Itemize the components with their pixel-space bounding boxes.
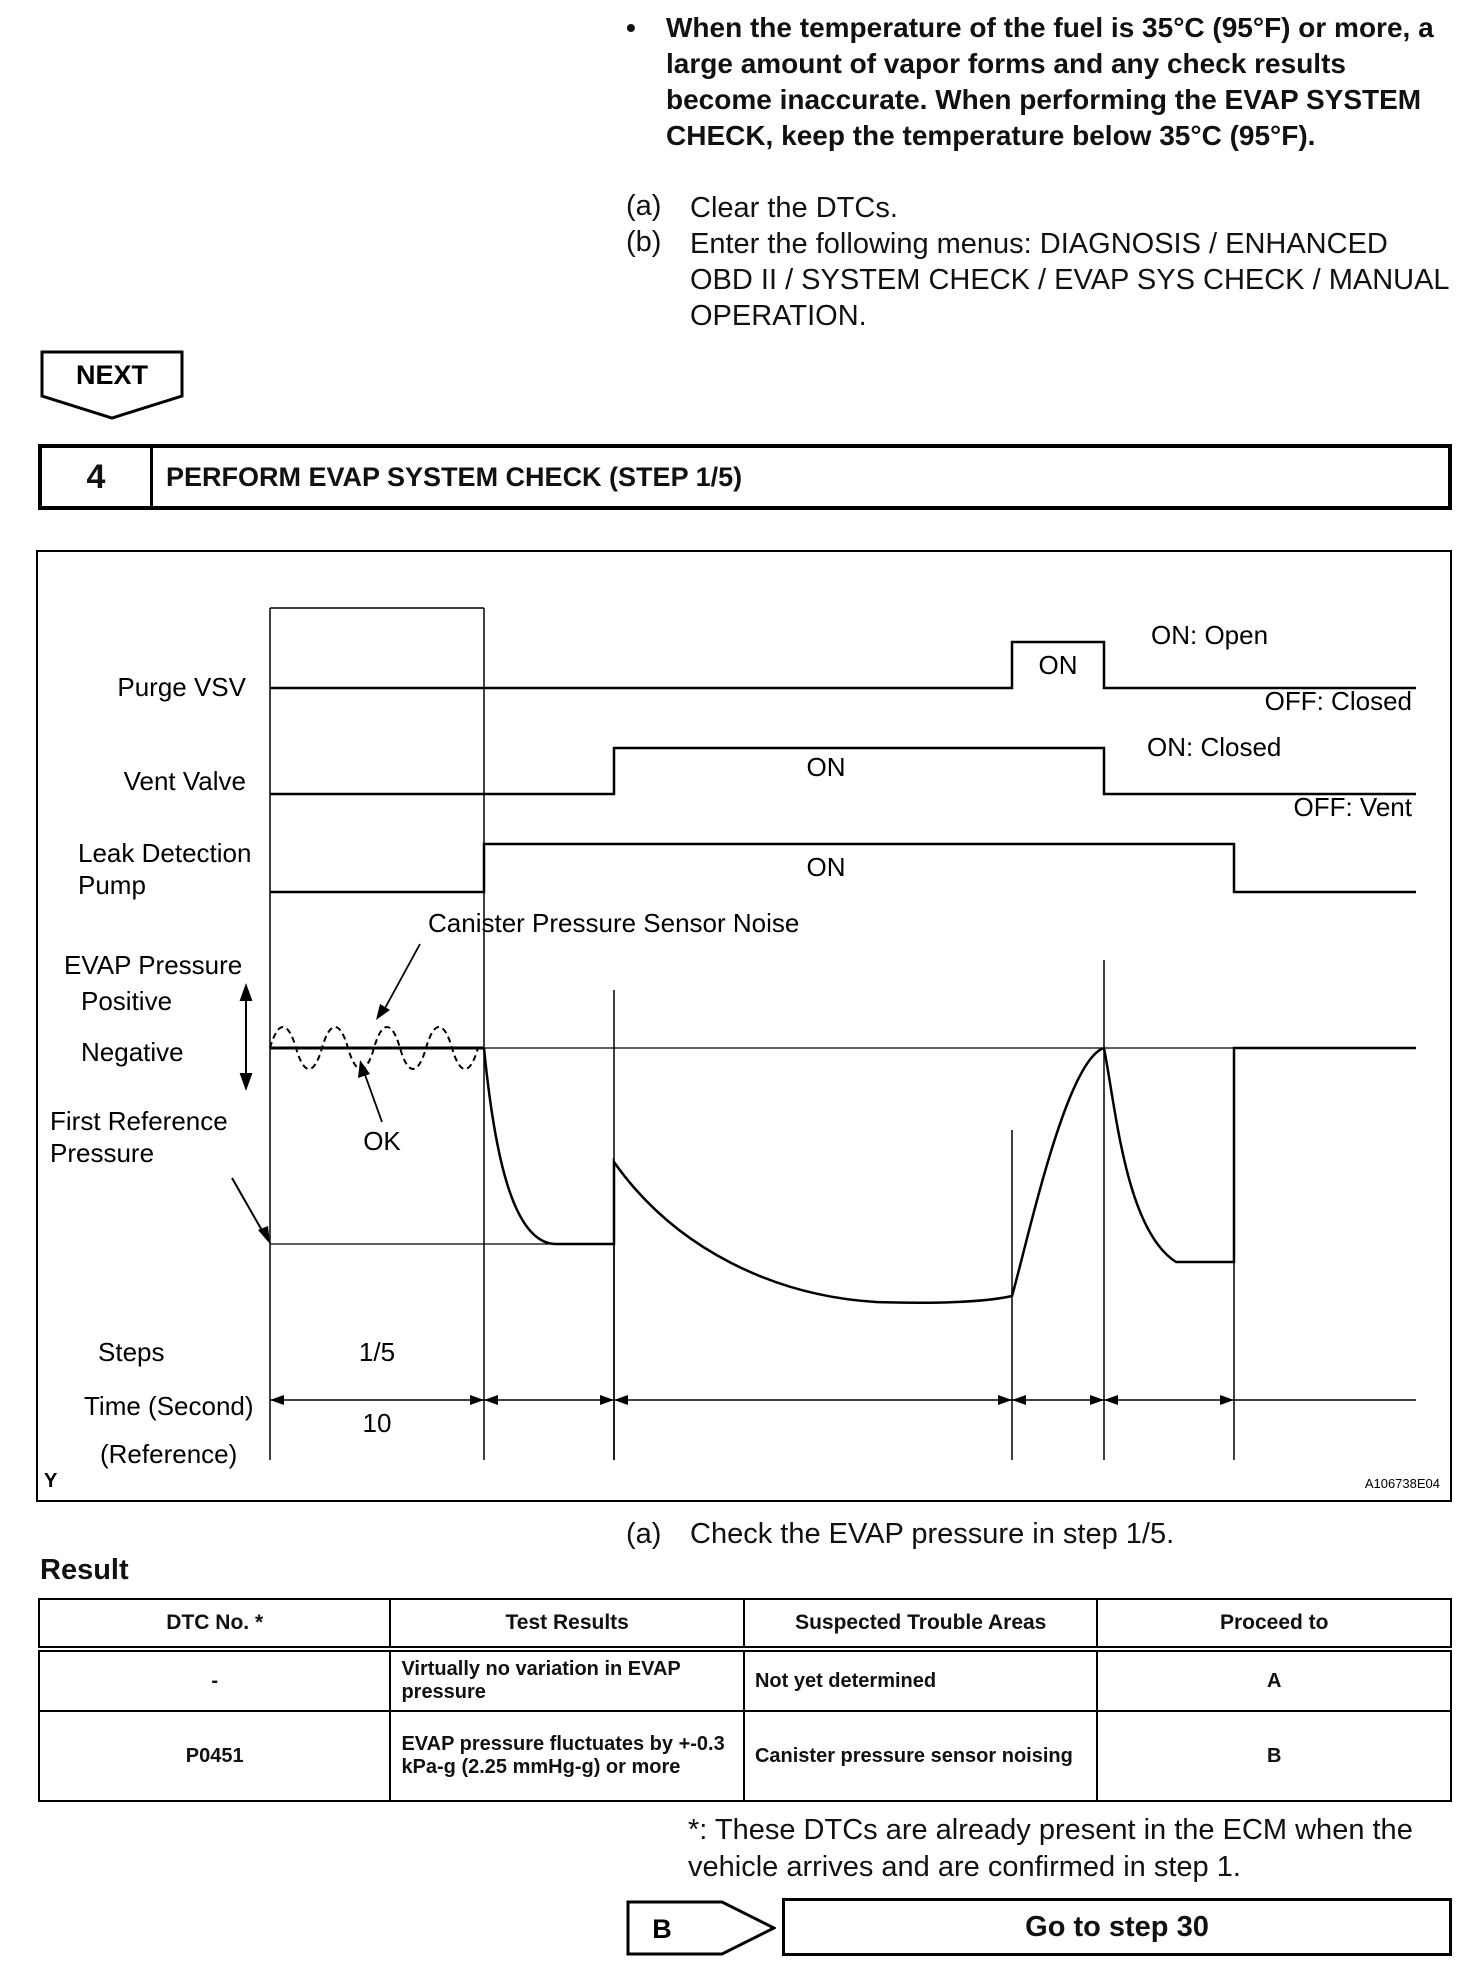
vent-off-desc: OFF: Vent (1293, 792, 1412, 822)
ok-label: OK (363, 1126, 401, 1156)
item-a-text: Clear the DTCs. (690, 192, 898, 224)
vent-on-label: ON (806, 752, 846, 782)
timing-diagram (36, 550, 1452, 1502)
cell-proceed: B (1097, 1711, 1451, 1801)
label-first-ref-1: First Reference (50, 1106, 228, 1136)
cell-area: Not yet determined (744, 1649, 1098, 1711)
step-header (38, 444, 1452, 510)
label-first-ref-2: Pressure (50, 1138, 155, 1168)
label-leak-pump-2: Pump (78, 870, 146, 900)
purge-on-label: ON (1038, 650, 1078, 680)
step-value: 1/5 (358, 1337, 396, 1367)
first-ref-pointer-head (258, 1226, 270, 1244)
step-boundaries (270, 608, 1234, 1460)
pos-neg-arrow (241, 986, 251, 1088)
check-item-label: (a) (626, 1518, 662, 1550)
noise-pointer-head (376, 1004, 390, 1020)
cell-dtc: - (39, 1649, 390, 1711)
table-row (39, 1711, 1451, 1801)
next-label: NEXT (75, 360, 149, 390)
noise-pointer (384, 944, 420, 1010)
item-b-text: Enter the following menus: DIAGNOSIS / ENHANCED OBD II / SYSTEM CHECK / EVAP SYS CHECK / MANUAL OPERATION. (690, 228, 1449, 332)
cell-proceed: A (1097, 1649, 1451, 1711)
ok-pointer (364, 1072, 382, 1122)
table-header-row (39, 1599, 1451, 1649)
check-item-text: Check the EVAP pressure in step 1/5. (690, 1518, 1175, 1550)
label-reference: (Reference) (100, 1439, 238, 1469)
branch-label: B (652, 1914, 672, 1944)
label-vent-valve: Vent Valve (123, 766, 246, 796)
step-number: 4 (42, 448, 153, 506)
cell-test: Virtually no variation in EVAP pressure (390, 1649, 744, 1711)
header-proceed: Proceed to (1097, 1599, 1451, 1649)
label-time: Time (Second) (84, 1391, 254, 1421)
header-dtc: DTC No. * (39, 1599, 390, 1649)
caution-note: When the temperature of the fuel is 35°C (95°F) or more, a large amount of vapor forms and any check results become inaccurate. When performing the EVAP SYSTEM CHECK, keep the temperature below 35°C (95°F). (666, 12, 1434, 151)
label-purge-vsv: Purge VSV (117, 672, 246, 702)
label-evap-pressure: EVAP Pressure (64, 950, 243, 980)
vent-on-desc: ON: Closed (1147, 732, 1282, 762)
evap-pressure-curve (484, 1048, 1416, 1303)
purge-off-desc: OFF: Closed (1264, 686, 1412, 716)
header-test: Test Results (390, 1599, 744, 1649)
noise-label: Canister Pressure Sensor Noise (428, 908, 800, 938)
branch-b-arrow[interactable] (626, 1900, 776, 1956)
purge-on-desc: ON: Open (1151, 620, 1269, 650)
bullet-symbol: • (626, 12, 636, 43)
item-b-label: (b) (626, 226, 662, 258)
figure-code: A106738E04 (1364, 1476, 1440, 1491)
next-arrow[interactable] (40, 350, 184, 420)
table-row (39, 1649, 1451, 1711)
pump-on-label: ON (806, 852, 846, 882)
go-to-step-button[interactable]: Go to step 30 (782, 1898, 1452, 1956)
footnote: *: These DTCs are already present in the ECM when the vehicle arrives and are confirmed in step 1. (688, 1814, 1413, 1883)
cell-test: EVAP pressure fluctuates by +-0.3 kPa-g (2.25 mmHg-g) or more (390, 1711, 744, 1801)
cell-dtc: P0451 (39, 1711, 390, 1801)
step-title: PERFORM EVAP SYSTEM CHECK (STEP 1/5) (166, 461, 743, 492)
time-value: 10 (362, 1408, 392, 1438)
label-steps: Steps (98, 1337, 165, 1367)
diagram-frame (37, 551, 1451, 1501)
header-area: Suspected Trouble Areas (744, 1599, 1098, 1649)
label-leak-pump-1: Leak Detection (78, 838, 252, 868)
item-a-label: (a) (626, 190, 662, 222)
result-table (38, 1598, 1452, 1802)
first-ref-pointer (232, 1178, 264, 1234)
result-heading: Result (40, 1554, 129, 1586)
label-negative: Negative (81, 1037, 184, 1067)
corner-letter: Y (44, 1470, 58, 1492)
cell-area: Canister pressure sensor noising (744, 1711, 1098, 1801)
label-positive: Positive (81, 986, 173, 1016)
